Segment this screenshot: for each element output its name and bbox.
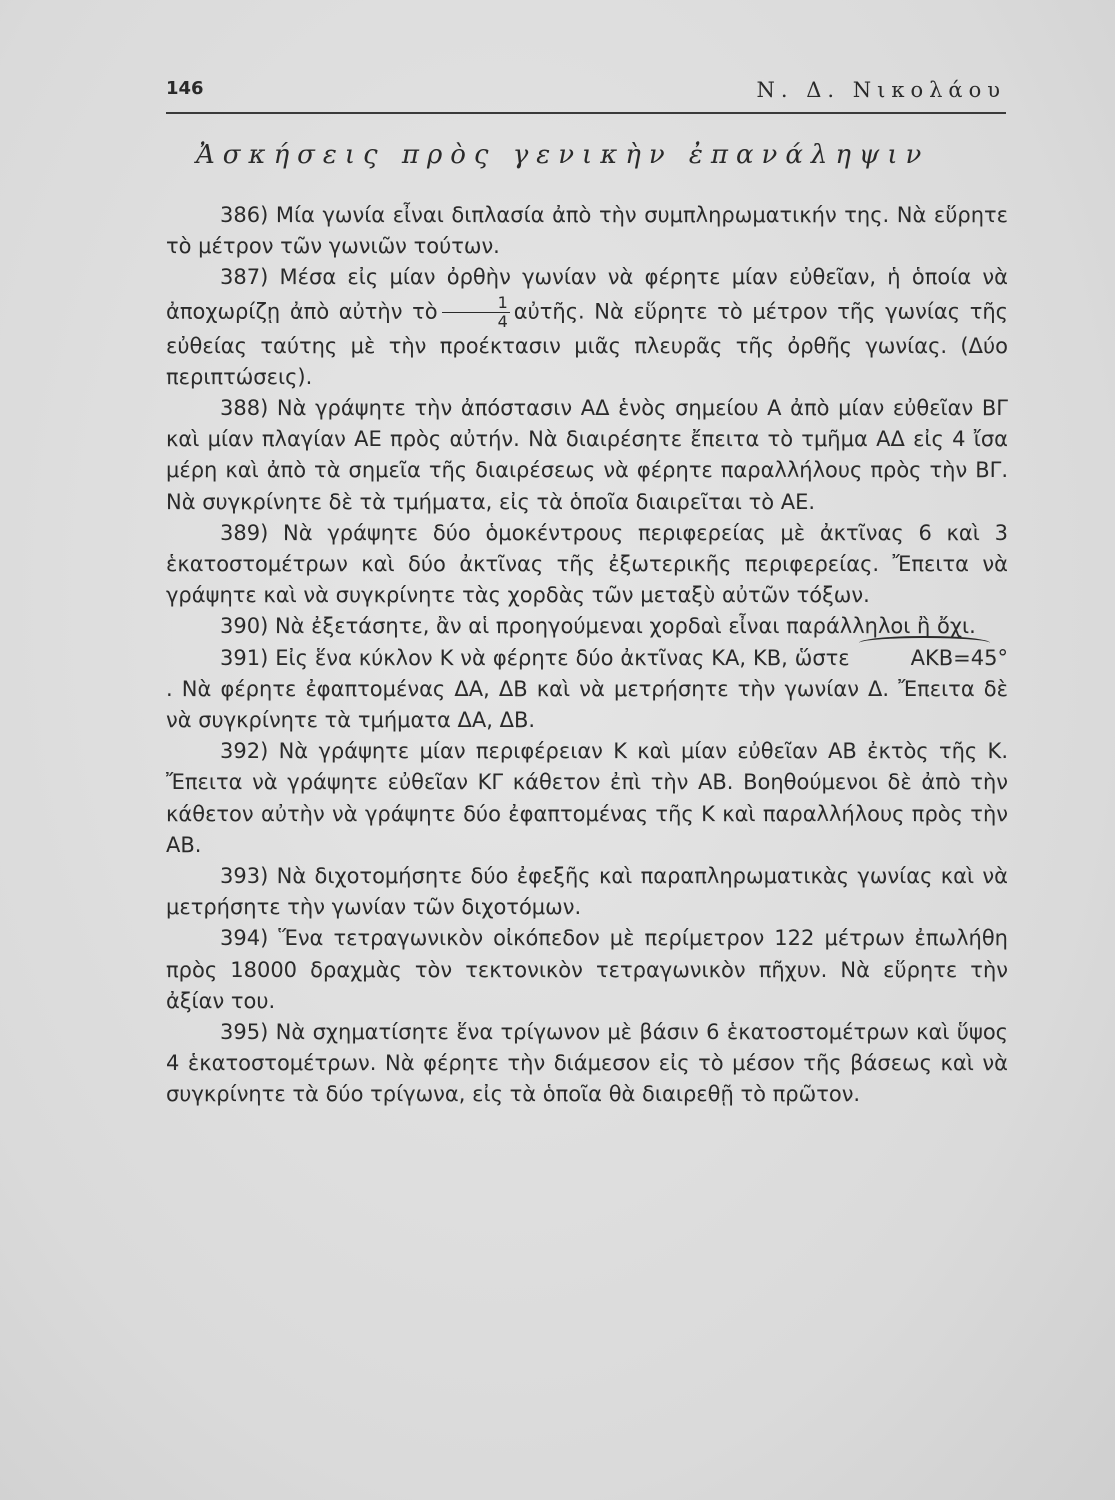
exercise-387-text-b: αὐτῆς. Νὰ εὕρητε τὸ μέτρον τῆς γωνίας τῆς εὐθείας ταύτης μὲ τὴν προέκτασιν μιᾶς πλευρᾶς τῆς ὀρθῆς γωνίας. (Δύο περιπτώσεις). xyxy=(166,299,1008,389)
exercise-391 xyxy=(166,643,1008,737)
exercise-388: 388) Νὰ γράψητε τὴν ἀπόστασιν ΑΔ ἑνὸς σημείου Α ἀπὸ μίαν εὐθεῖαν ΒΓ καὶ μίαν πλαγίαν ΑΕ πρὸς αὐτήν. Νὰ διαιρέσητε ἔπειτα τὸ τμῆμα ΑΔ εἰς 4 ἴσα μέρη καὶ ἀπὸ τὰ σημεῖα τῆς διαιρέσεως νὰ φέρητε παραλλήλους πρὸς τὴν ΒΓ. Νὰ συγκρίνητε δὲ τὰ τμήματα, εἰς τὰ ὁποῖα διαιρεῖται τὸ ΑΕ. xyxy=(166,396,1008,514)
page-number: 146 xyxy=(166,78,204,99)
angle-akb: ΑΚΒ=45° xyxy=(857,643,1008,674)
page-header xyxy=(166,78,1006,114)
exercise-387-text-a: 387) Μέσα εἰς μίαν ὀρθὴν γωνίαν νὰ φέρητε μίαν εὐθεῖαν, ἡ ὁποία νὰ ἀποχωρίζῃ ἀπὸ αὐτὴν τὸ xyxy=(166,265,1008,324)
fraction-denominator: 4 xyxy=(497,311,508,331)
exercise-394: 394) Ἕνα τετραγωνικὸν οἰκόπεδον μὲ περίμετρον 122 μέτρων ἐπωλήθη πρὸς 18000 δραχμὰς τὸν τεκτονικὸν τετραγωνικὸν πῆχυν. Νὰ εὕρητε τὴν ἀξίαν του. xyxy=(166,926,1008,1013)
exercise-390: 390) Νὰ ἐξετάσητε, ἂν αἱ προηγούμεναι χορδαὶ εἶναι παράλληλοι ἢ ὄχι. xyxy=(220,614,976,639)
exercise-list xyxy=(166,200,1008,1111)
fraction-numerator: 1 xyxy=(442,294,510,313)
fraction-one-quarter xyxy=(442,294,510,331)
exercise-387 xyxy=(166,262,1008,393)
exercise-392: 392) Νὰ γράψητε μίαν περιφέρειαν Κ καὶ μίαν εὐθεῖαν ΑΒ ἐκτὸς τῆς Κ. Ἔπειτα νὰ γράψητε εὐθεῖαν ΚΓ κάθετον ἐπὶ τὴν ΑΒ. Βοηθούμενοι δὲ ἀπὸ τὴν κάθετον αὐτὴν νὰ γράψητε δύο ἐφαπτομένας τῆς Κ καὶ παραλλήλους πρὸς τὴν ΑΒ. xyxy=(166,739,1008,857)
section-title: Ἀσκήσεις πρὸς γενικὴν ἐπανάληψιν xyxy=(196,140,930,170)
exercise-391-text-b: . Νὰ φέρητε ἐφαπτομένας ΔΑ, ΔΒ καὶ νὰ μετρήσητε τὴν γωνίαν Δ. Ἔπειτα δὲ νὰ συγκρίνητε τὰ τμήματα ΔΑ, ΔΒ. xyxy=(166,676,1008,733)
exercise-391-text-a: 391) Εἰς ἕνα κύκλον Κ νὰ φέρητε δύο ἀκτῖνας ΚΑ, ΚΒ, ὥστε xyxy=(220,645,850,670)
exercise-386: 386) Μία γωνία εἶναι διπλασία ἀπὸ τὴν συμπληρωματικήν της. Νὰ εὕρητε τὸ μέτρον τῶν γωνιῶν τούτων. xyxy=(166,203,1008,259)
running-head-author: Ν. Δ. Νικολάου xyxy=(756,78,1006,102)
exercise-393: 393) Νὰ διχοτομήσητε δύο ἐφεξῆς καὶ παραπληρωματικὰς γωνίας καὶ νὰ μετρήσητε τὴν γωνίαν τῶν διχοτόμων. xyxy=(166,864,1008,920)
exercise-395: 395) Νὰ σχηματίσητε ἕνα τρίγωνον μὲ βάσιν 6 ἑκατοστομέτρων καὶ ὕψος 4 ἑκατοστομέτρων. Νὰ φέρητε τὴν διάμεσον εἰς τὸ μέσον τῆς βάσεως καὶ νὰ συγκρίνητε τὰ δύο τρίγωνα, εἰς τὰ ὁποῖα θὰ διαιρεθῇ τὸ πρῶτον. xyxy=(166,1020,1008,1107)
exercise-389: 389) Νὰ γράψητε δύο ὁμοκέντρους περιφερείας μὲ ἀκτῖνας 6 καὶ 3 ἑκατοστομέτρων καὶ δύο ἀκτῖνας τῆς ἐξωτερικῆς περιφερείας. Ἔπειτα νὰ γράψητε καὶ νὰ συγκρίνητε τὰς χορδὰς τῶν μεταξὺ αὐτῶν τόξων. xyxy=(166,520,1008,608)
